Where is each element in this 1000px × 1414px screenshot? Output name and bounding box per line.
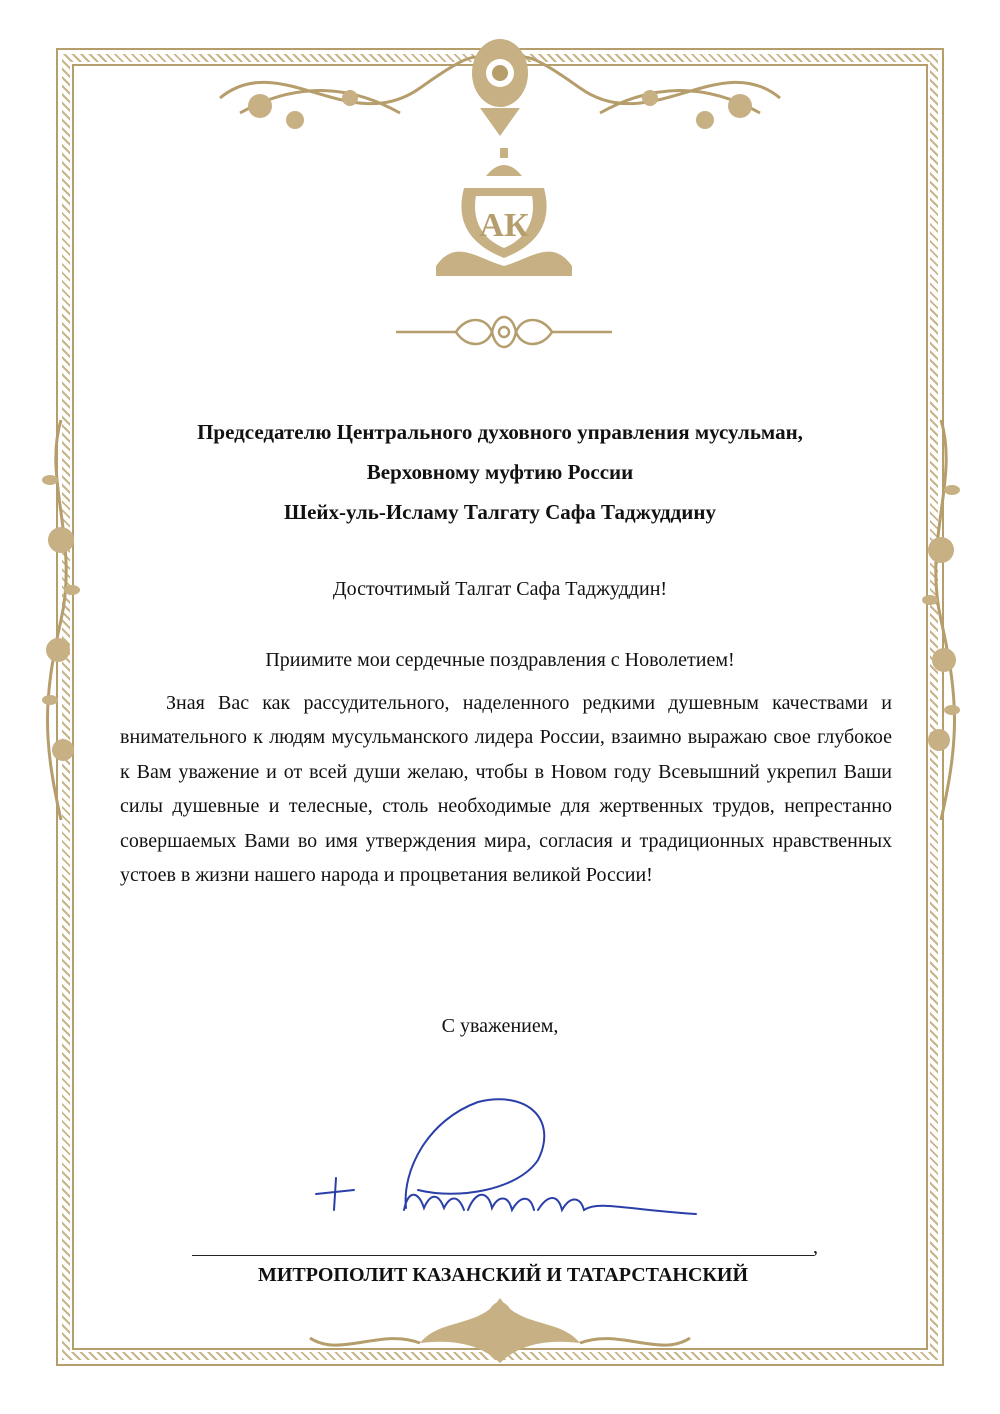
letter-body: Зная Вас как рассудительного, наделенного редкими душевным качествами и внимательного к людям мусульманского лидера России, взаимно выражаю свое глубокое к Вам уважение и от всей души желаю, чтобы в Новом году Всевышний укрепил Ваши силы душевные и телесные, столь необходимые для жертвенных трудов, непрестанно совершаемых Вами во имя утверждения мира, согласия и традиционных нравственных устоев в жизни нашего народа и процветания великой России!: [120, 692, 892, 887]
top-floral-ornament-icon: [200, 28, 800, 138]
divider-flourish-icon: [396, 308, 612, 356]
closing-phrase: С уважением,: [441, 1015, 559, 1037]
addressee-block: [100, 412, 900, 532]
handwritten-signature-icon: [308, 1090, 708, 1240]
bottom-acanthus-ornament-icon: [300, 1288, 700, 1368]
addressee-line-3: Шейх-уль-Исламу Талгату Сафа Таджуддину: [284, 500, 716, 524]
signatory-title: МИТРОПОЛИТ КАЗАНСКИЙ И ТАТАРСТАНСКИЙ: [257, 1264, 749, 1286]
left-floral-vine-icon: [38, 420, 84, 820]
salutation: Досточтимый Талгат Сафа Таджуддин!: [332, 578, 668, 600]
addressee-line-2: Верховному муфтию России: [366, 460, 634, 484]
signature-line: [192, 1255, 814, 1256]
greeting-line: Приимите мои сердечные поздравления с Новолетием!: [265, 649, 735, 671]
addressee-line-1: Председателю Центрального духовного управления мусульман,: [197, 420, 803, 444]
signature-comma: ,: [813, 1236, 818, 1258]
right-floral-vine-icon: [918, 420, 964, 820]
crest-monogram: АК: [479, 207, 529, 244]
metropolitan-crest-icon: [436, 148, 576, 276]
